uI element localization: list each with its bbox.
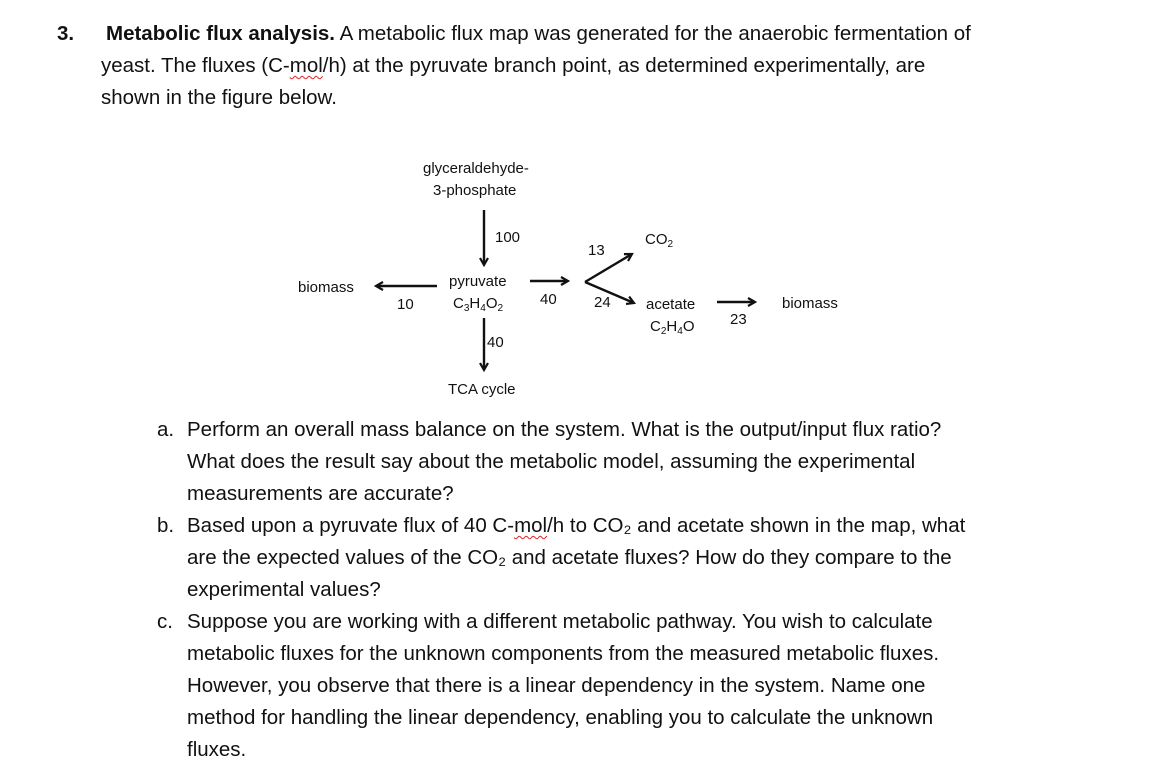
part-c-line: method for handling the linear dependency, enabling you to calculate the unknown (187, 706, 934, 729)
f: C (453, 295, 464, 312)
text: /h) at the pyruvate branch point, as determined experimentally, are (322, 54, 926, 77)
f: 2 (667, 239, 674, 250)
f: H (469, 295, 481, 312)
f: 2 (660, 326, 667, 337)
f: O (682, 318, 695, 335)
flux-label-23: 23 (730, 311, 747, 328)
flux-label-100: 100 (495, 229, 521, 246)
question-line-3: shown in the figure below. (101, 86, 337, 109)
part-a-line: What does the result say about the metabolic model, assuming the experimental (187, 450, 916, 473)
node-pyruvate: pyruvate (449, 273, 507, 290)
node-g3p-line2: 3-phosphate (433, 182, 517, 199)
node-acetate: acetate (646, 296, 696, 313)
f: 4 (677, 326, 683, 337)
part-b-line (187, 514, 965, 538)
part-a-line: measurements are accurate? (187, 482, 454, 505)
text: Based upon a pyruvate flux of 40 C- (187, 514, 515, 537)
f: CO (645, 231, 668, 248)
flux-label-40-branch: 40 (540, 291, 557, 308)
flux-label-40-tca: 40 (487, 334, 504, 351)
pyruvate-formula (453, 295, 503, 318)
part-a-label: a. (157, 418, 175, 441)
f: 4 (480, 303, 486, 314)
part-c-line: However, you observe that there is a linear dependency in the system. Name one (187, 674, 926, 697)
part-c-line: metabolic fluxes for the unknown components from the measured metabolic fluxes. (187, 642, 940, 665)
spellcheck-word: mol (514, 514, 548, 537)
text: /h to CO₂ and acetate shown in the map, what (547, 514, 966, 537)
flux-label-24: 24 (594, 294, 611, 311)
question-text: A metabolic flux map was generated for the anaerobic fermentation of (335, 22, 971, 45)
part-b-label: b. (157, 514, 175, 537)
spellcheck-word: mol (289, 54, 323, 77)
part-b-line: are the expected values of the CO₂ and acetate fluxes? How do they compare to the (187, 546, 952, 569)
part-c-label: c. (157, 610, 173, 633)
text: yeast. The fluxes (C- (101, 54, 290, 77)
f: H (666, 318, 678, 335)
acetate-formula (650, 318, 694, 341)
part-a-line: Perform an overall mass balance on the system. What is the output/input flux ratio? (187, 418, 942, 441)
node-g3p-line1: glyceraldehyde- (423, 160, 529, 177)
node-co2 (645, 231, 673, 254)
node-tca-cycle: TCA cycle (448, 381, 516, 398)
part-b-line: experimental values? (187, 578, 381, 601)
f: 2 (497, 303, 504, 314)
part-c-line: fluxes. (187, 738, 247, 761)
node-biomass-left: biomass (298, 279, 354, 296)
question-title: Metabolic flux analysis. (106, 22, 335, 45)
f: 3 (463, 303, 470, 314)
flux-label-13: 13 (588, 242, 605, 259)
f: C (650, 318, 661, 335)
node-biomass-right: biomass (782, 295, 838, 312)
question-number: 3. (57, 22, 75, 45)
flux-label-10: 10 (397, 296, 414, 313)
f: O (485, 295, 498, 312)
part-c-line: Suppose you are working with a different metabolic pathway. You wish to calculate (187, 610, 933, 633)
